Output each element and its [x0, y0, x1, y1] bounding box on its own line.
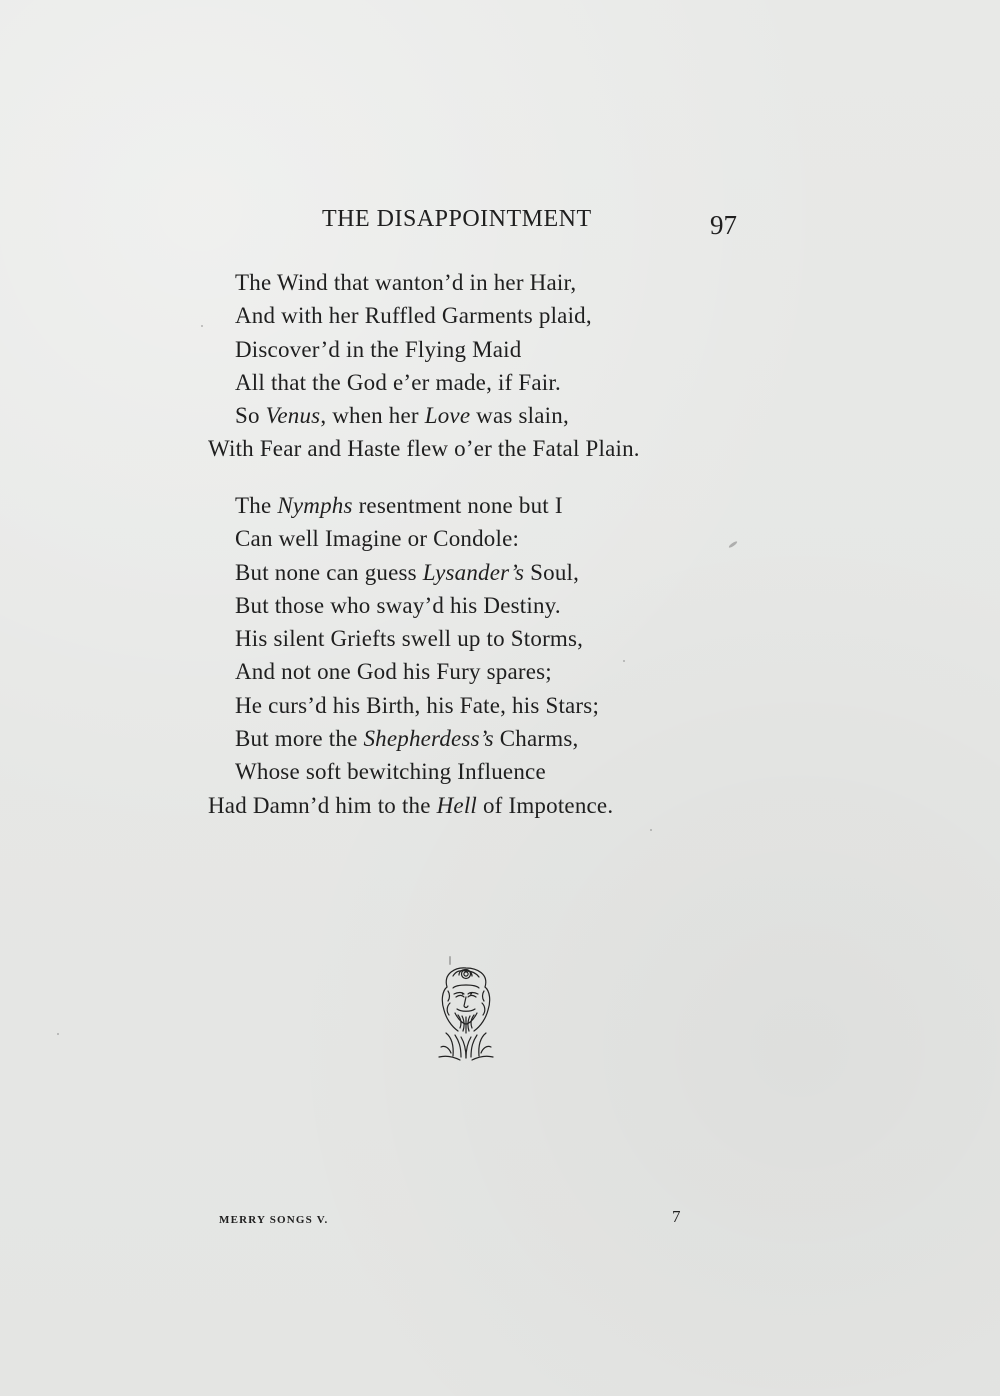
poem-line: But those who sway’d his Destiny.: [235, 592, 561, 618]
poem-line: The Wind that wanton’d in her Hair,: [235, 270, 577, 295]
paper-speck: [449, 956, 451, 965]
stanza-1: [208, 266, 768, 466]
poem-line: His silent Griefts swell up to Storms,: [235, 626, 584, 652]
signature-mark: MERRY SONGS V.: [219, 1214, 329, 1226]
poem-line-text: Soul,: [524, 559, 580, 585]
poem-line-text: Charms,: [493, 726, 579, 752]
poem-line: [208, 722, 768, 755]
poem-line: [208, 556, 768, 589]
italic-word: Hell: [436, 792, 478, 818]
sheet-number: 7: [672, 1207, 681, 1226]
poem-line: Can well Imagine or Condole:: [235, 526, 520, 552]
page-number: 97: [710, 210, 737, 240]
poem-line: With Fear and Haste flew o’er the Fatal Plain.: [208, 436, 640, 462]
poem-line: [208, 489, 768, 522]
paper-speck: [57, 1033, 59, 1035]
italic-word: Lysander’s: [422, 559, 525, 585]
poem-line-text: , when her: [320, 403, 425, 429]
italic-word: Nymphs: [277, 493, 353, 518]
poem-line-text: The: [235, 493, 278, 518]
paper-speck: [201, 325, 203, 327]
paper-speck: [623, 660, 625, 662]
poem-line-text: was slain,: [470, 403, 569, 429]
italic-word: Love: [424, 403, 471, 429]
poem-line: Whose soft bewitching Influence: [235, 759, 546, 785]
poem-line: All that the God e’er made, if Fair.: [235, 369, 561, 395]
poem-line: [208, 789, 768, 822]
poem-line-text: resentment none but I: [352, 493, 563, 518]
paper-speck: [650, 829, 652, 831]
poem-line: Discover’d in the Flying Maid: [235, 336, 522, 362]
running-head-title: THE DISAPPOINTMENT: [322, 206, 592, 232]
poem-line-text: But none can guess: [235, 559, 423, 585]
italic-word: Venus: [265, 403, 321, 429]
bearded-face-ornament-icon: [431, 963, 501, 1063]
poem-line-text: But more the: [235, 726, 364, 752]
poem-line-text: of Impotence.: [477, 792, 614, 818]
italic-word: Shepherdess’s: [363, 726, 494, 752]
poem-line: And not one God his Fury spares;: [235, 659, 552, 685]
poem-line-text: Had Damn’d him to the: [208, 792, 437, 818]
poem-line: [208, 399, 768, 432]
stanza-2: [208, 489, 768, 822]
poem-line: And with her Ruffled Garments plaid,: [235, 303, 592, 329]
poem-line: He curs’d his Birth, his Fate, his Stars;: [235, 692, 600, 718]
poem-line-text: So: [235, 403, 266, 429]
